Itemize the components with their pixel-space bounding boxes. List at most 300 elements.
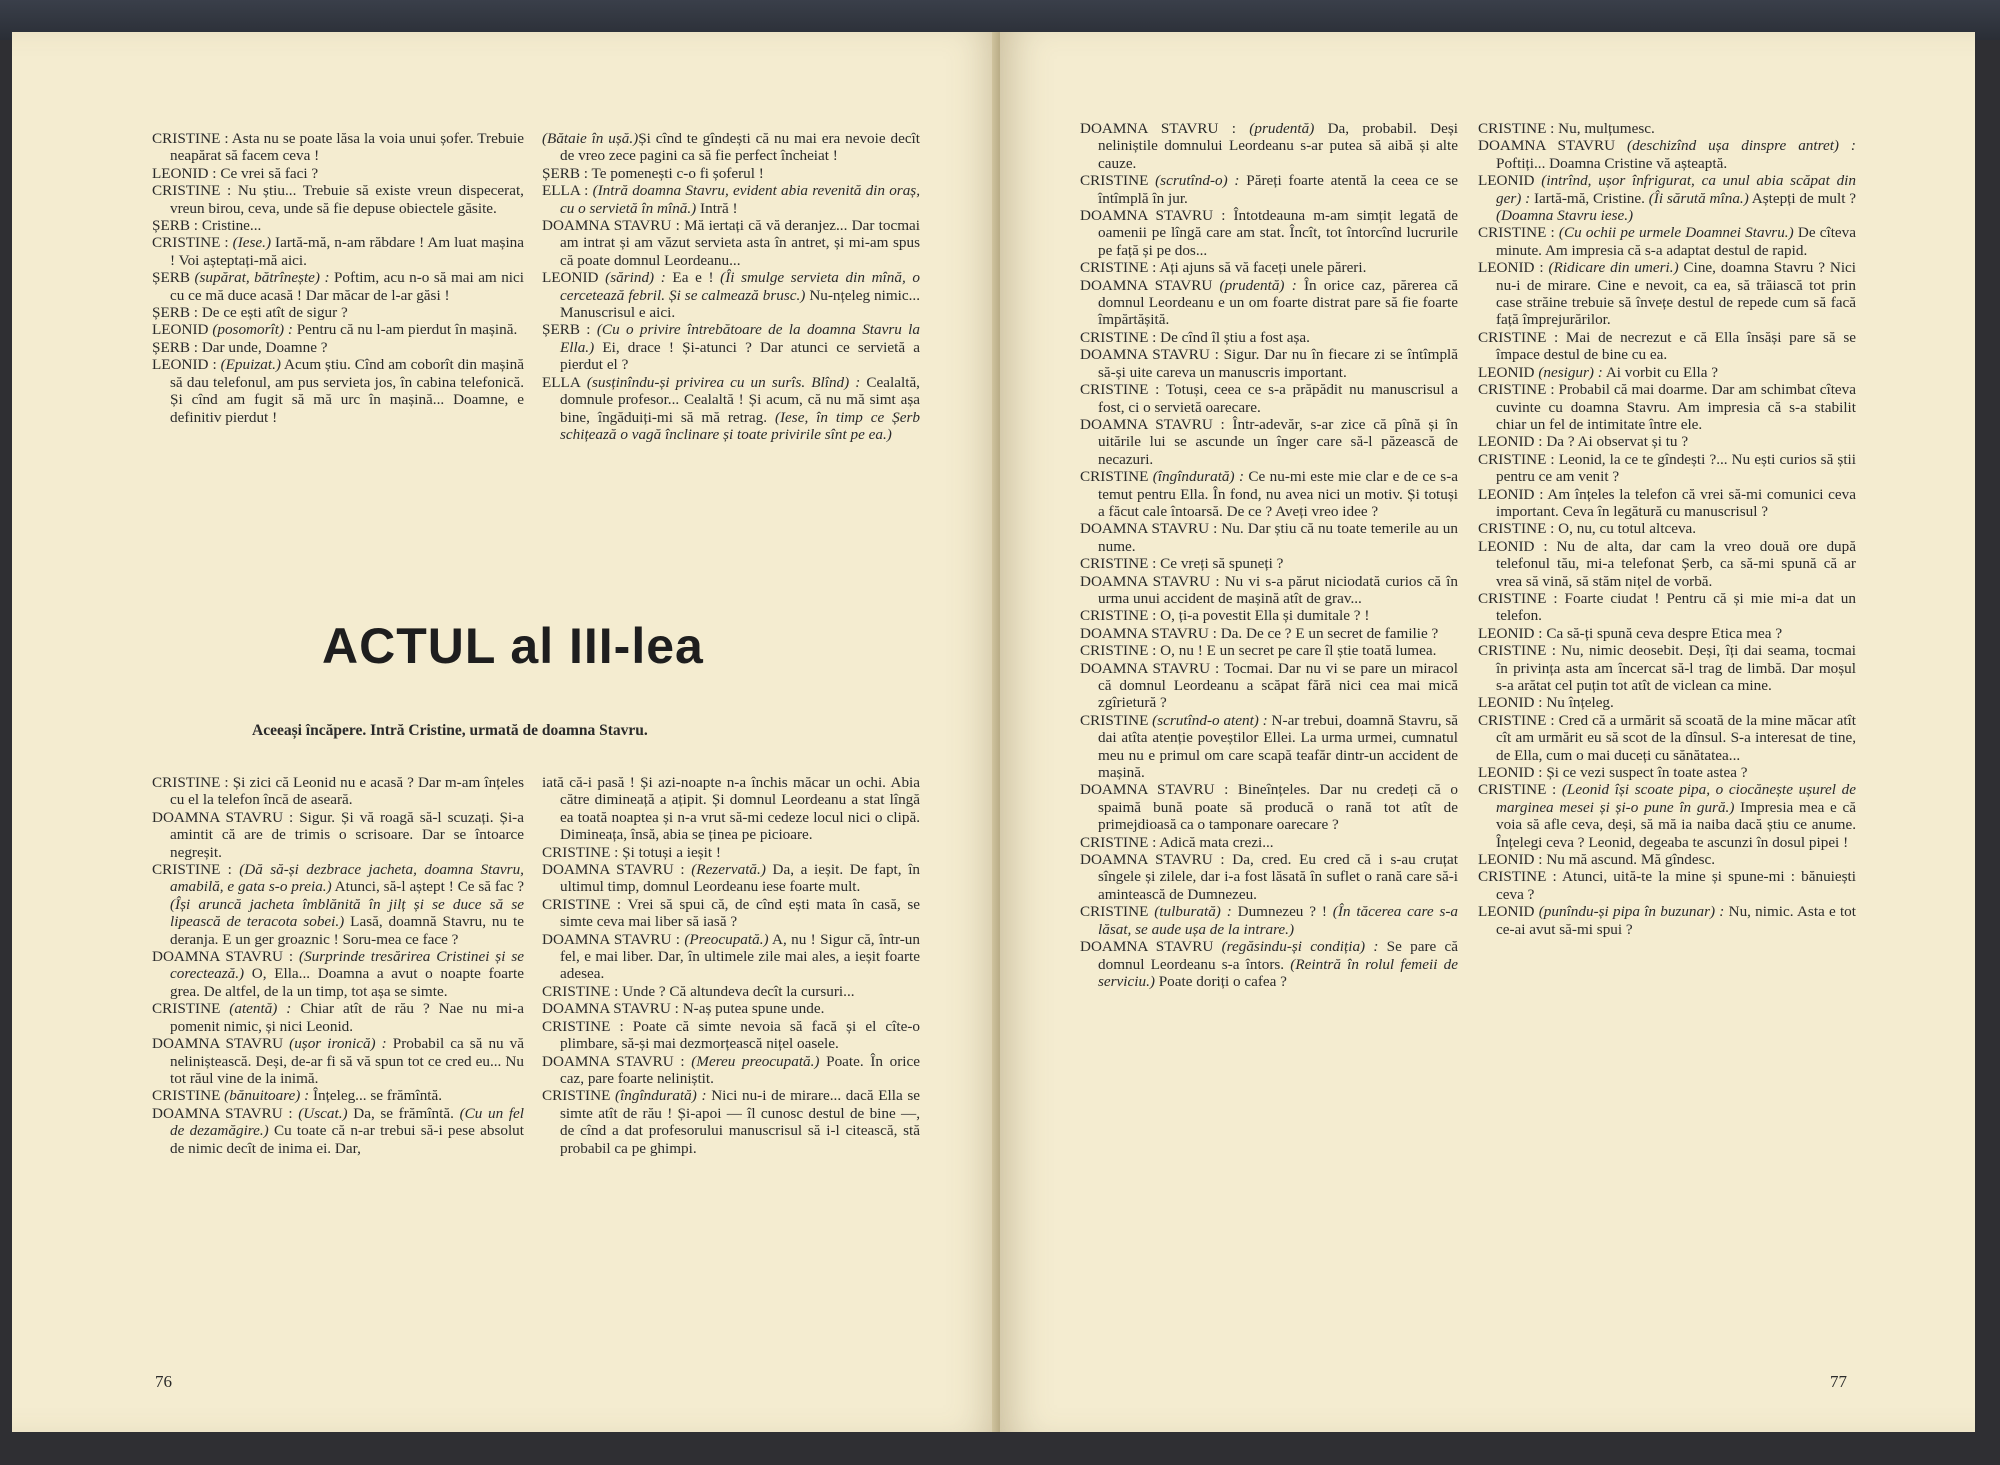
dialogue-text: Lasă, doamnă Stavru, nu te deranja. (170, 913, 524, 948)
stage-direction: (prudentă) : (1212, 276, 1297, 294)
page-number: 77 (1830, 1372, 1847, 1391)
speaker-name: DOAMNA STAVRU : (1080, 624, 1217, 642)
speaker-name: CRISTINE (542, 1087, 611, 1105)
dialogue-text: Ce vreți să spuneți ? (1156, 555, 1284, 573)
dialogue-text: Ce nu-mi este mie clar e de ce s-a temut pentru Ella. În fond, nu avea nici un motiv. Și totuși a făcut cale întoarsă. De ce ? Aveți vreo idee ? (1098, 468, 1459, 520)
dialogue-line (1080, 781, 1458, 833)
speaker-name: DOAMNA STAVRU : (1080, 520, 1218, 538)
left-top-column-2 (542, 130, 920, 443)
speaker-name: ȘERB : (152, 304, 199, 322)
speaker-name: DOAMNA STAVRU : (542, 861, 685, 879)
speaker-name: DOAMNA STAVRU : (1080, 659, 1220, 677)
dialogue-line (542, 182, 920, 217)
dialogue-line (152, 1000, 524, 1035)
dialogue-text: Am impresia că s-a adaptat destul de rapid. (1541, 241, 1808, 259)
dialogue-line (1080, 329, 1458, 346)
dialogue-text: Cu toate că n-ar trebui să-i pese absolut de nimic decît de inima ei. (170, 1122, 524, 1157)
dialogue-line (1080, 120, 1458, 172)
speaker-name: LEONID : (152, 164, 217, 182)
dialogue-line (1080, 277, 1458, 329)
stage-direction: (prudentă) (1235, 120, 1315, 137)
right-column-1 (1080, 120, 1458, 990)
dialogue-line (542, 1018, 920, 1053)
speaker-name: LEONID : (1478, 624, 1543, 642)
dialogue-line (1080, 520, 1458, 555)
dialogue-text: neliniștile domnului Leordeanu s-ar putea să aibă și alte cauze. (1098, 137, 1458, 172)
dialogue-text: Poate că simte nevoia să facă și el cîte-o plimbare, să-și mai dezmorțească nițel oasele. (560, 1017, 920, 1053)
dialogue-line (152, 861, 524, 948)
dialogue-text: Iartă-mă, n-am răbdare ! Am luat mașina ! Voi așteptați-mă aici. (170, 234, 524, 269)
speaker-name: DOAMNA STAVRU : (542, 1052, 685, 1070)
stage-direction: (atentă) : (220, 1000, 292, 1018)
stage-direction: (Bătaie în ușă.) (542, 130, 639, 147)
dialogue-text: Da, probabil. Deși (1314, 120, 1458, 137)
speaker-name: CRISTINE : (1478, 520, 1555, 538)
speaker-name: CRISTINE : (1080, 607, 1157, 625)
dialogue-line (152, 321, 524, 338)
dialogue-text: Acum știu. (280, 356, 351, 374)
dialogue-text: Poftim, acu n-o să mai am nici cu ce mă duce acasă ! Dar măcar de l-ar găsi ! (170, 269, 524, 304)
dialogue-text: Da. De ce ? E un secret de familie ? (1216, 624, 1439, 642)
dialogue-text: Nu, nimic deosebit. Deși, îți dai seama, tocmai în privința asta am încercat să-l trag de limbă. Dar moșul s-a arătat cel puțin tot atît de viclean ca mine. (1496, 642, 1856, 694)
stage-direction: (În tăcerea care s-a lăsat, se aude ușa de la intrare.) (1098, 903, 1459, 938)
dialogue-text: Sigur. Dar nu în fiecare zi se întîmplă să-și uite careva un manuscris important. (1098, 346, 1458, 381)
speaker-name: LEONID (542, 269, 599, 287)
left-top-column-1 (152, 130, 524, 426)
dialogue-line (1080, 851, 1458, 903)
dialogue-text: Nu înțeleg. (1542, 694, 1614, 712)
dialogue-line (1478, 433, 1856, 450)
dialogue-text: Atunci, să-l aștept ! Ce să fac ? (331, 878, 524, 896)
speaker-name: DOAMNA STAVRU (152, 1035, 284, 1053)
dialogue-line (152, 774, 524, 809)
dialogue-line (1478, 851, 1856, 868)
dialogue-line (1478, 520, 1856, 537)
speaker-name: CRISTINE : (1478, 868, 1557, 886)
stage-direction: (intrînd, ușor înfrigurat, ca unul abia scăpat din ger) : (1496, 172, 1856, 207)
dialogue-text: Aștepți de mult ? (1748, 189, 1856, 207)
dialogue-line (152, 217, 524, 234)
speaker-name: LEONID : (1478, 485, 1544, 503)
dialogue-line (1478, 120, 1856, 137)
dialogue-text: Și ce vezi suspect în toate astea ? (1542, 764, 1748, 782)
dialogue-text: Leonid, degeaba te ascunzi în dosul pipei ! (1584, 833, 1849, 851)
stage-direction: (Îi sărută mîna.) (1644, 189, 1749, 207)
dialogue-line (542, 931, 920, 983)
dialogue-text: Chiar atît de rău ? Nae nu mi-a pomenit nimic, și nici Leonid. (170, 1000, 525, 1035)
dialogue-line (542, 1053, 920, 1088)
dialogue-text: N-aș putea spune unde. (678, 1000, 825, 1018)
dialogue-text: Nu-nțeleg nimic... Manuscrisul e aici. (560, 286, 920, 322)
stage-direction: (Cu ochii pe urmele Doamnei Stavru.) (1554, 224, 1794, 242)
stage-direction: (scrutînd-o atent) : (1148, 711, 1268, 729)
speaker-name: DOAMNA STAVRU (1080, 276, 1213, 294)
stage-direction: (îngîndurată) : (1148, 468, 1245, 486)
stage-direction: (Îi smulge servieta din mînă, o cercetează febril. Și se calmează brusc.) (560, 269, 920, 304)
speaker-name: CRISTINE : (1080, 381, 1160, 399)
dialogue-line (1080, 416, 1458, 468)
dialogue-text: Cînd am coborît din mașină să dau telefonul, am pus servieta jos, în cabina telefonică. Și cînd am fugit să mă urc în mașină... Doamne, e definitiv pierdut ! (170, 356, 524, 426)
dialogue-text: E un ger groaznic ! Soru-mea ce face ? (218, 930, 459, 948)
dialogue-line (542, 374, 920, 444)
dialogue-text: Nu știu... Trebuie să existe vreun dispecerat, vreun birou, ceva, unde să fie depuse obiectele găsite. (170, 182, 524, 217)
dialogue-line (152, 1035, 524, 1087)
dialogue-line (542, 321, 920, 373)
speaker-name: CRISTINE : (1080, 555, 1157, 573)
dialogue-text: Iartă-mă, Cristine. (1530, 189, 1645, 207)
dialogue-line (1080, 642, 1458, 659)
dialogue-line (152, 269, 524, 304)
dialogue-text: Nu mă ascund. Mă gîndesc. (1542, 851, 1716, 869)
speaker-name: ELLA : (542, 182, 589, 200)
stage-direction: (Iese, în timp ce Șerb schițează o vagă înclinare și toate privirile sînt pe ea.) (560, 408, 920, 443)
dialogue-text: Cine, doamna Stavru ? (1678, 259, 1825, 277)
act-subtitle: Aceeași încăpere. Intră Cristine, urmată de doamna Stavru. (252, 722, 648, 739)
speaker-name: CRISTINE : (1478, 328, 1559, 346)
dialogue-text: Asta nu se poate lăsa la voia unui șofer. Trebuie neapărat să facem ceva ! (170, 130, 524, 165)
dialogue-text: Atunci, uită-te la mine și spune-mi : bănuiești ceva ? (1496, 868, 1856, 903)
dialogue-line (1478, 538, 1856, 590)
speaker-name: ȘERB : (542, 321, 591, 339)
speaker-name: LEONID : (1478, 537, 1548, 555)
dialogue-line (1080, 573, 1458, 608)
speaker-name: CRISTINE (1080, 468, 1149, 486)
dialogue-text: Foarte ciudat ! Pentru că și mie mi-a dat un telefon. (1496, 589, 1856, 625)
stage-direction: (scrutînd-o) : (1148, 172, 1240, 190)
dialogue-line (542, 1000, 920, 1017)
speaker-name: CRISTINE (1080, 903, 1149, 921)
dialogue-line (1080, 712, 1458, 782)
dialogue-text: Sigur. Și vă roagă să-l scuzați. Și-a amintit că are de trimis o scrisoare. Dar se întoarce negreșit. (170, 808, 524, 861)
dialogue-line (152, 809, 524, 861)
stage-direction: (sărind) : (598, 269, 666, 287)
dialogue-text: Mă iertați că vă deranjez... Dar tocmai am intrat și am văzut servieta asta în antret, și mi-am spus că poate domnul Leordeanu... (560, 217, 920, 269)
dialogue-text: Se pare că domnul Leordeanu s-a întors. (1098, 938, 1458, 973)
speaker-name: DOAMNA STAVRU : (542, 930, 680, 948)
dialogue-line (542, 217, 920, 269)
stage-direction: (Cu un fel de dezamăgire.) (170, 1104, 524, 1140)
speaker-name: CRISTINE : (1080, 259, 1157, 277)
dialogue-line (152, 339, 524, 356)
speaker-name: CRISTINE (152, 1087, 221, 1105)
dialogue-text: De cînd îl știu a fost așa. (1156, 328, 1310, 346)
dialogue-text: Poftiți... Doamna Cristine vă așteaptă. (1496, 154, 1728, 172)
dialogue-line (542, 861, 920, 896)
speaker-name: ȘERB : (152, 217, 199, 235)
dialogue-line (1080, 660, 1458, 712)
dialogue-text: Probabil că mai doarme. Dar am schimbat cîteva cuvinte cu doamna Stavru. Am impresia că s-a stabilit chiar un fel de intimitate între ele. (1496, 381, 1856, 433)
dialogue-text: Nici nu-i de mirare... dacă Ella se simte atît de rău ! Și-apoi — îl cunosc destul de bine —, de cînd a dat profesorului manuscrisul să i-l citească, stă probabil ca pe ghimpi. (560, 1087, 920, 1157)
dialogue-text: A, nu ! Sigur că, într-un fel, e mai liber. (560, 930, 920, 966)
dialogue-line (152, 165, 524, 182)
stage-direction: (susținîndu-și privirea cu un surîs. Blînd) : (580, 373, 861, 391)
dialogue-text: Cristine... (198, 217, 262, 235)
dialogue-line (1478, 329, 1856, 364)
speaker-name: CRISTINE : (152, 130, 229, 147)
dialogue-line (1478, 764, 1856, 781)
speaker-name: CRISTINE : (1478, 642, 1556, 660)
dialogue-text: Adică mata crezi... (1156, 833, 1274, 851)
dialogue-text: Ai vorbit cu Ella ? (1602, 363, 1719, 381)
speaker-name: CRISTINE : (1080, 328, 1157, 346)
dialogue-line (152, 130, 524, 165)
dialogue-line (542, 165, 920, 182)
speaker-name: LEONID : (1478, 433, 1543, 451)
dialogue-text: Nu, mulțumesc. (1554, 120, 1655, 137)
dialogue-line (1478, 781, 1856, 851)
dialogue-text: Și cînd te gîndești că nu mai era nevoie decît de vreo zece pagini ca să fie perfect încheiat ! (560, 130, 920, 165)
dialogue-line (542, 1087, 920, 1157)
dialogue-line (1080, 607, 1458, 624)
stage-direction: (deschizînd ușa dinspre antret) : (1615, 137, 1856, 155)
dialogue-text: O, ți-a povestit Ella și dumitale ? ! (1156, 607, 1370, 625)
stage-direction: (Surprinde tresărirea Cristinei și se corectează.) (170, 948, 524, 983)
dialogue-line (1478, 172, 1856, 224)
dialogue-text: Nici nu-i de mirare. Cine e nevoit, ca ea, să trăiască tot prin case străine trebuie să învețe destul de repede cum să facă față împrejurărilor. (1496, 259, 1856, 329)
speaker-name: CRISTINE : (1478, 589, 1558, 607)
speaker-name: CRISTINE : (152, 234, 229, 252)
dialogue-line (1478, 625, 1856, 642)
dialogue-text: Pentru că nu l-am pierdut în mașină. (292, 321, 518, 339)
speaker-name: CRISTINE : (1478, 120, 1555, 137)
dialogue-text: Totuși, ceea ce s-a prăpădit nu manuscrisul a fost, ci o servietă oarecare. (1098, 381, 1458, 416)
speaker-name: DOAMNA STAVRU : (542, 1000, 679, 1018)
dialogue-text: Bineînțeles. Dar nu credeți că o spaimă bună poate să producă o rană tot atît de primejdioasă ca o tamponare oarecare ? (1098, 781, 1459, 834)
speaker-name: ȘERB (152, 269, 190, 287)
left-bottom-column-1 (152, 774, 524, 1157)
dialogue-text: O, nu, cu totul altceva. (1554, 520, 1697, 538)
speaker-name: DOAMNA STAVRU : (1080, 851, 1225, 869)
dialogue-text: De fapt, în ultimul timp, domnul Leordeanu iese foarte mult. (560, 861, 921, 896)
speaker-name: ȘERB : (542, 164, 589, 182)
dialogue-line (1080, 259, 1458, 276)
speaker-name: CRISTINE : (1478, 450, 1555, 468)
speaker-name: CRISTINE (1080, 172, 1149, 190)
stage-direction: (Preocupată.) (680, 930, 769, 948)
dialogue-text: Dar, (331, 1139, 361, 1157)
dialogue-line (542, 844, 920, 861)
dialogue-text: Întotdeauna m-am simțit legată de oamenii pe lîngă care am stat. Încît, tot întorcînd lucrurile pe față și pe dos... (1098, 207, 1458, 259)
speaker-name: DOAMNA STAVRU : (542, 217, 680, 235)
dialogue-text: Unde ? Că altundeva decît la cursuri... (618, 982, 855, 1000)
dialogue-text: Ei, drace ! Și-atunci ? (594, 338, 752, 356)
dialogue-line (1478, 137, 1856, 172)
speaker-name: DOAMNA STAVRU (1478, 137, 1616, 155)
dialogue-line (1478, 224, 1856, 259)
dialogue-text: Da, se frămîntă. (347, 1104, 454, 1122)
speaker-name: CRISTINE : (542, 1017, 624, 1035)
speaker-name: DOAMNA STAVRU : (1080, 781, 1229, 799)
dialogue-line (1080, 172, 1458, 207)
stage-direction: (Epuizat.) (216, 356, 281, 374)
dialogue-text: Vrei să spui că, de cînd ești mata în casă, se simte ceva mai liber să iasă ? (560, 895, 920, 931)
stage-direction: (Intră doamna Stavru, evident abia revenită din oraș, cu o servietă în mînă.) (560, 182, 920, 217)
dialogue-text: Nu. Dar știu că nu toate temerile au un nume. (1098, 520, 1458, 555)
dialogue-text: Ca să-ți spună ceva despre Etica mea ? (1542, 624, 1783, 642)
dialogue-line (1478, 712, 1856, 764)
dialogue-text: Leonid, la ce te gîndești ?... Nu ești curios să știi pentru ce am venit ? (1496, 450, 1856, 486)
stage-direction: (nesigur) : (1534, 363, 1603, 381)
speaker-name: CRISTINE : (542, 895, 622, 913)
dialogue-text: Ați ajuns să vă faceți unele păreri. (1156, 259, 1367, 277)
speaker-name: CRISTINE : (152, 774, 229, 791)
speaker-name: CRISTINE : (1478, 781, 1557, 799)
speaker-name: CRISTINE : (1478, 711, 1555, 729)
left-bottom-column-2 (542, 774, 920, 1157)
dialogue-line (1478, 451, 1856, 486)
dialogue-line (152, 1105, 524, 1157)
page-number: 76 (155, 1372, 172, 1391)
dialogue-text: Da, a ieșit. (765, 861, 844, 879)
dialogue-text: Dar unde, Doamne ? (198, 338, 328, 356)
dialogue-text: Dumnezeu ? ! (1231, 903, 1327, 921)
dialogue-line (1080, 834, 1458, 851)
stage-direction: (ușor ironică) : (283, 1035, 387, 1053)
dialogue-line (152, 948, 524, 1000)
speaker-name: LEONID : (1478, 259, 1544, 277)
speaker-name: CRISTINE : (542, 843, 619, 861)
speaker-name: DOAMNA STAVRU : (152, 1104, 293, 1122)
dialogue-text: Impresia mea e că voia să afle ceva, deși, să mă ia naiba dacă știu ce anume. Înțelegi ceva ? (1496, 798, 1856, 851)
dialogue-line (542, 130, 920, 165)
dialogue-text: Dar atunci ce servietă a pierdut el ? (560, 338, 920, 374)
dialogue-line (152, 234, 524, 269)
dialogue-text: Da ? Ai observat și tu ? (1542, 433, 1689, 451)
stage-direction: (Uscat.) (292, 1104, 348, 1122)
left-page (12, 32, 1000, 1432)
speaker-name: CRISTINE : (152, 182, 232, 200)
stage-direction: (Reintră în rolul femeii de serviciu.) (1098, 955, 1459, 990)
act-title: ACTUL al III-lea (322, 618, 704, 674)
stage-direction: (Își aruncă jacheta îmblănită în jilț și se duce să se lipească de teracota sobei.) (170, 895, 524, 931)
speaker-name: CRISTINE : (152, 861, 232, 879)
speaker-name: DOAMNA STAVRU : (1080, 415, 1225, 433)
dialogue-text: Păreți foarte atentă la ceea ce se întîmplă în jur. (1098, 172, 1458, 207)
speaker-name: DOAMNA STAVRU : (152, 808, 294, 826)
speaker-name: DOAMNA STAVRU : (1080, 207, 1226, 225)
speaker-name: LEONID (1478, 172, 1535, 190)
stage-direction: (supărat, bătrînește) : (189, 269, 330, 287)
speaker-name: CRISTINE (1080, 711, 1149, 729)
speaker-name: LEONID : (1478, 851, 1543, 869)
stage-direction: (Ridicare din umeri.) (1543, 259, 1679, 277)
dialogue-text: Intră ! (696, 199, 738, 217)
speaker-name: DOAMNA STAVRU : (1080, 346, 1219, 364)
dialogue-text: În orice caz, părerea că domnul Leordeanu e un om foarte distrat pare să fie foarte împărtășită. (1098, 276, 1459, 329)
dialogue-text: Înțeleg... se frămîntă. (309, 1087, 443, 1105)
dialogue-text: Doamna a avut o noapte foarte grea. De altfel, de la un timp, tot așa se simte. (170, 965, 524, 1000)
speaker-name: LEONID : (1478, 694, 1543, 712)
dialogue-line (152, 182, 524, 217)
dialogue-text: Și zici că Leonid nu e acasă ? Dar m-am înțeles cu el la telefon încă de aseară. (170, 774, 524, 809)
stage-direction: (bănuitoare) : (220, 1087, 310, 1105)
speaker-name: LEONID : (1478, 764, 1543, 782)
dialogue-text: iată că-i pasă ! Și azi-noapte n-a închis măcar un ochi. Abia către dimineață a ațipit. Și domnul Leordeanu a stat lîngă ea toată noaptea și n-a vrut să-mi cedeze locul nici o clipă. Dimineața, însă, abia se ținea pe picioare. (542, 774, 920, 844)
dialogue-text: Nu de alta, dar cam la vreo două ore după telefonul tău, mi-a telefonat Șerb, ca să-mi spună că ar vrea să vină, să stăm nițel de vorbă. (1496, 537, 1856, 590)
dialogue-text: Te pomenești c-o fi șoferul ! (588, 164, 764, 182)
stage-direction: (Rezervată.) (684, 861, 766, 879)
dialogue-text: Poate doriți o cafea ? (1154, 972, 1287, 990)
dialogue-line (542, 983, 920, 1000)
dialogue-text: Cealaltă, domnule profesor... Cealaltă ! Și acum, că nu mă simt așa bine, îngăduiți-mi să mă retrag. (560, 373, 920, 426)
dialogue-line (1478, 868, 1856, 903)
dialogue-line (1478, 590, 1856, 625)
dialogue-text: Și totuși a ieșit ! (618, 843, 721, 861)
dialogue-text: O, Ella... (244, 965, 311, 983)
dialogue-line (1080, 346, 1458, 381)
dialogue-line (1080, 207, 1458, 259)
dialogue-line (1080, 468, 1458, 520)
speaker-name: DOAMNA STAVRU : (1080, 572, 1220, 590)
speaker-name: LEONID : (152, 356, 217, 374)
dialogue-text: Am înțeles la telefon că vrei să-mi comunici ceva important. Ceva în legătură cu manuscrisul ? (1496, 485, 1856, 520)
dialogue-line (1478, 381, 1856, 433)
right-page (1000, 32, 1975, 1432)
dialogue-text: Dar, în ultimele zile mai ales, a ieșit foarte adesea. (560, 948, 920, 983)
dialogue-text: Poate. (819, 1052, 864, 1070)
speaker-name: DOAMNA STAVRU (1080, 938, 1214, 956)
dialogue-line (1478, 642, 1856, 694)
speaker-name: ȘERB : (152, 338, 199, 356)
dialogue-line (152, 1087, 524, 1104)
speaker-name: ELLA (542, 373, 581, 391)
stage-direction: (punîndu-și pipa în buzunar) : (1534, 903, 1725, 921)
dialogue-text: Într-adevăr, s-ar zice că pînă și în uitările lui se ascunde un înger care să-l păzească de necazuri. (1098, 415, 1458, 468)
dialogue-text: Probabil ca să nu vă neliniștească. Deși, de-ar fi să vă spun tot ce cred eu... Nu tot răul vine de la inimă. (170, 1035, 524, 1087)
stage-direction: (regăsindu-și condiția) : (1213, 938, 1379, 956)
dialogue-line (1080, 381, 1458, 416)
dialogue-line (542, 896, 920, 931)
stage-direction: (Leonid își scoate pipa, o ciocănește ușurel de marginea mesei și și-o pune în gură.) (1496, 781, 1856, 816)
dialogue-line (542, 269, 920, 321)
dialogue-line (1478, 259, 1856, 329)
stage-direction: (Iese.) (228, 234, 272, 252)
dialogue-text: Tocmai. Dar nu vi se pare un miracol că domnul Leordeanu a scăpat fără nici cea mai mică zgîrietură ? (1098, 659, 1458, 712)
speaker-name: CRISTINE (152, 1000, 221, 1018)
right-column-2 (1478, 120, 1856, 938)
speaker-name: CRISTINE : (1080, 833, 1157, 851)
speaker-name: LEONID (1478, 363, 1535, 381)
speaker-name: LEONID (1478, 903, 1535, 921)
stage-direction: (Doamna Stavru iese.) (1496, 207, 1634, 225)
dialogue-line (1080, 938, 1458, 990)
dialogue-text: Ce vrei să faci ? (216, 164, 319, 182)
stage-direction: (Mereu preocupată.) (684, 1052, 820, 1070)
speaker-name: DOAMNA STAVRU : (152, 948, 294, 966)
dialogue-text: O, nu ! E un secret pe care îl știe toată lumea. (1156, 642, 1437, 660)
dialogue-text: Ea e ! (665, 269, 714, 287)
stage-direction: (posomorît) : (208, 321, 293, 339)
stage-direction: (Dă să-și dezbrace jacheta, doamna Stavru, amabilă, e gata s-o preia.) (170, 861, 524, 896)
dialogue-text: Cred că a urmărit să scoată de la mine măcar atît cît am urmărit eu să scot de la dînsul. S-a interesat de tine, de Ella, cum o mai duceți cu sănătatea... (1496, 711, 1856, 764)
speaker-name: CRISTINE : (1478, 381, 1555, 399)
dialogue-line (1478, 364, 1856, 381)
dialogue-text: În orice caz, pare foarte neliniștit. (560, 1052, 920, 1087)
speaker-name: CRISTINE : (1478, 224, 1555, 242)
speaker-name: DOAMNA STAVRU : (1080, 120, 1236, 137)
dialogue-text: De ce ești atît de sigur ? (198, 304, 348, 322)
speaker-name: CRISTINE : (1080, 642, 1157, 660)
dialogue-text: Nu, nimic. Asta e tot ce-ai avut să-mi spui ? (1496, 903, 1856, 938)
speaker-name: CRISTINE : (542, 982, 619, 1000)
dialogue-line (1478, 694, 1856, 711)
dialogue-text: N-ar trebui, doamnă Stavru, să dai atîta atenție poveștilor Ellei. La urma urmei, cumnatul meu nu e primul om care scapă teafăr dintr-un accident de mașină. (1098, 711, 1458, 782)
dialogue-line (152, 304, 524, 321)
stage-direction: (îngîndurată) : (610, 1087, 707, 1105)
dialogue-text: Da, cred. Eu cred că i s-au cruțat sîngele și zilele, dar i-a fost lăsată în suflet o rană care să-i amintească de Dumnezeu. (1098, 851, 1458, 903)
dialogue-line (1080, 903, 1458, 938)
dialogue-text: De cîteva minute. (1496, 224, 1856, 259)
